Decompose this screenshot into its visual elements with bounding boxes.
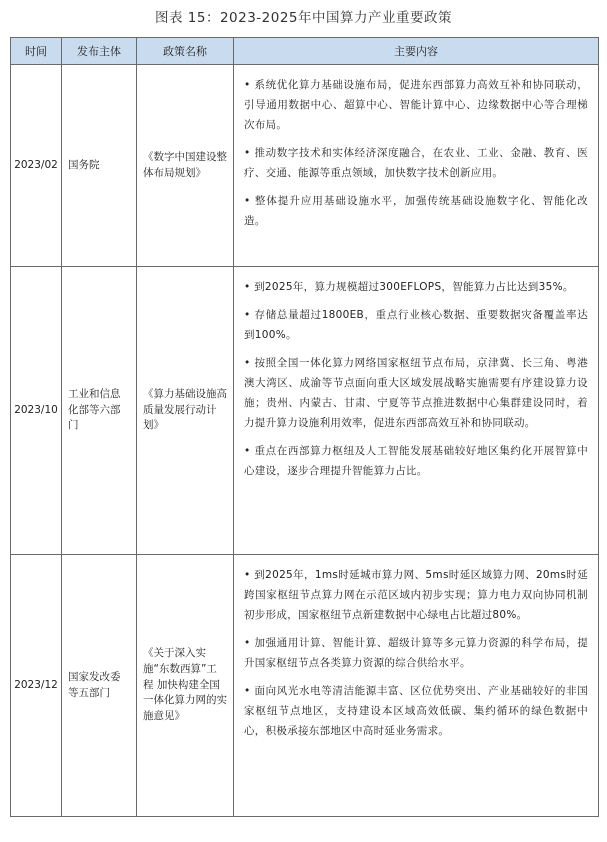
header-policy: 政策名称 bbox=[137, 38, 234, 65]
content-bullet: • 面向风光水电等清洁能源丰富、区位优势突出、产业基础较好的非国家枢纽节点地区，支持建设本区域高效低碳、集约循环的绿色数据中心，积极承接东部地区中高时延业务需求。 bbox=[244, 685, 588, 737]
content-bullet: • 到2025年，算力规模超过300EFLOPS，智能算力占比达到35%。 bbox=[244, 281, 574, 293]
row-content bbox=[234, 65, 599, 267]
row-issuer: 国家发改委等五部门 bbox=[62, 555, 137, 817]
row-time: 2023/12 bbox=[11, 555, 62, 817]
header-issuer: 发布主体 bbox=[62, 38, 137, 65]
content-bullet: • 重点在西部算力枢纽及人工智能发展基础较好地区集约化开展智算中心建设，逐步合理提升智能算力占比。 bbox=[244, 445, 588, 477]
policy-table bbox=[10, 37, 599, 817]
header-content: 主要内容 bbox=[234, 38, 599, 65]
table-row bbox=[11, 65, 599, 267]
table-row bbox=[11, 267, 599, 555]
row-time: 2023/10 bbox=[11, 267, 62, 555]
table-row bbox=[11, 555, 599, 817]
header-time: 时间 bbox=[11, 38, 62, 65]
table-title: 图表 15：2023-2025年中国算力产业重要政策 bbox=[154, 10, 453, 26]
row-policy: 《关于深入实施“东数西算”工程 加快构建全国一体化算力网的实施意见》 bbox=[137, 555, 234, 817]
row-policy: 《数字中国建设整体布局规划》 bbox=[137, 65, 234, 267]
row-time: 2023/02 bbox=[11, 65, 62, 267]
content-bullet: • 整体提升应用基础设施水平，加强传统基础设施数字化、智能化改造。 bbox=[244, 195, 588, 227]
content-bullet: • 存储总量超过1800EB，重点行业核心数据、重要数据灾备覆盖率达到100%。 bbox=[244, 309, 588, 341]
row-issuer: 国务院 bbox=[62, 65, 137, 267]
content-bullet: • 到2025年，1ms时延城市算力网、5ms时延区域算力网、20ms时延跨国家枢纽节点算力网在示范区域内初步实现；算力电力双向协同机制初步形成，国家枢纽节点新建数据中心绿电占比超过80%。 bbox=[244, 569, 588, 621]
content-bullet: • 加强通用计算、智能计算、超级计算等多元算力资源的科学布局，提升国家枢纽节点各类算力资源的综合供给水平。 bbox=[244, 637, 588, 669]
content-bullet: • 推动数字技术和实体经济深度融合，在农业、工业、金融、教育、医疗、交通、能源等重点领域，加快数字技术创新应用。 bbox=[244, 147, 588, 179]
row-content bbox=[234, 555, 599, 817]
header-row bbox=[11, 38, 599, 65]
row-content bbox=[234, 267, 599, 555]
row-issuer: 工业和信息化部等六部门 bbox=[62, 267, 137, 555]
row-policy: 《算力基础设施高质量发展行动计划》 bbox=[137, 267, 234, 555]
content-bullet: • 按照全国一体化算力网络国家枢纽节点布局，京津冀、长三角、粤港澳大湾区、成渝等节点面向重大区域发展战略实施需要有序建设算力设施；贵州、内蒙古、甘肃、宁夏等节点推进数据中心集群建设同时，着力提升算力设施利用效率，促进东西部高效互补和协同联动。 bbox=[244, 357, 588, 429]
content-bullet: • 系统优化算力基础设施布局，促进东西部算力高效互补和协同联动，引导通用数据中心、超算中心、智能计算中心、边缘数据中心等合理梯次布局。 bbox=[244, 79, 588, 131]
